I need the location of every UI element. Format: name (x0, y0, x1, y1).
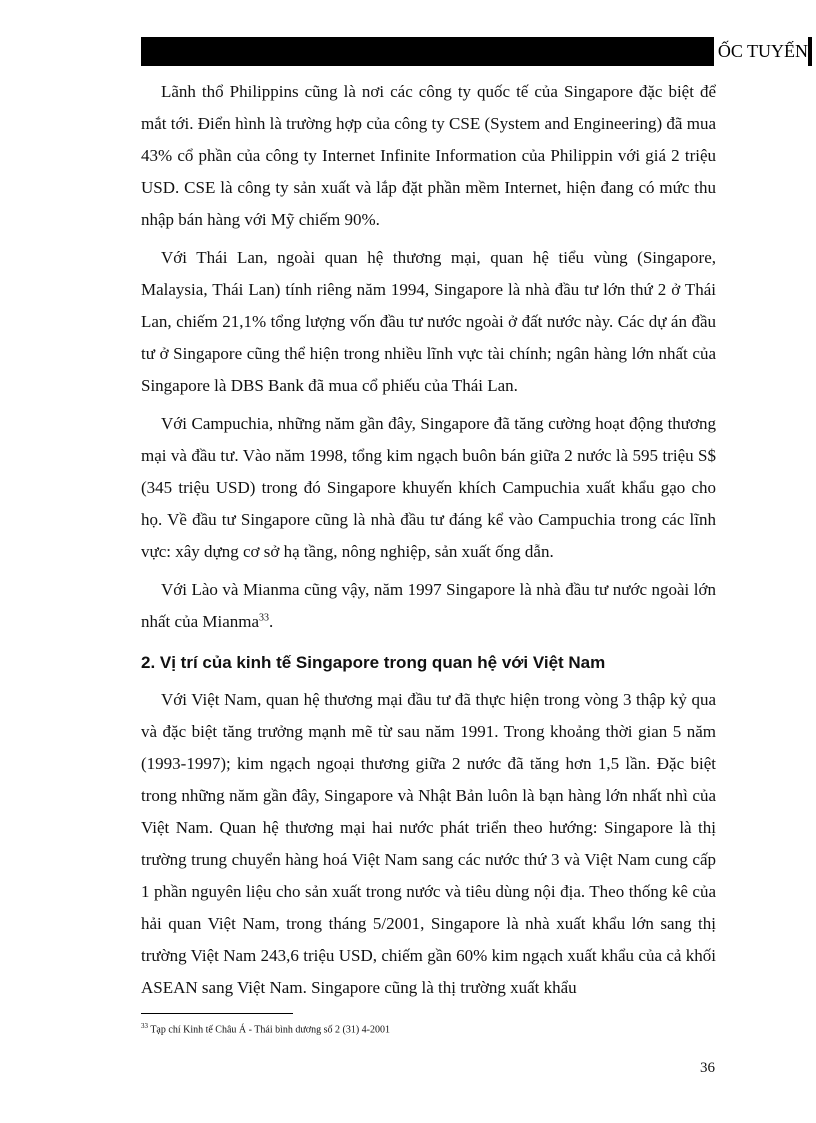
footnote-text: Tạp chí Kinh tế Châu Á - Thái bình dương số 2 (31) 4-2001 (150, 1024, 390, 1036)
paragraph-myanmar-text: Với Lào và Mianma cũng vậy, năm 1997 Singapore là nhà đầu tư nước ngoài lớn nhất của Mianma (141, 580, 716, 631)
footnote-divider (141, 1013, 293, 1014)
paragraph-myanmar-tail: . (269, 612, 274, 631)
footnote (141, 1019, 390, 1037)
page-body (141, 76, 716, 1010)
paragraph-myanmar (141, 574, 716, 638)
section-heading: 2. Vị trí của kinh tế Singapore trong quan hệ với Việt Nam (141, 653, 606, 672)
paragraph-cambodia: Với Campuchia, những năm gần đây, Singapore đã tăng cường hoạt động thương mại và đầu tư. Vào năm 1998, tổng kim ngạch buôn bán giữa 2 nước là 595 triệu S$ (345 triệu USD) trong đó Singapore khuyến khích Campuchia xuất khẩu gạo cho họ. Về đầu tư Singapore cũng là nhà đầu tư đáng kể vào Campuchia trong các lĩnh vực: xây dựng cơ sở hạ tầng, nông nghiệp, sản xuất ống dẫn. (141, 414, 716, 561)
footnote-ref[interactable]: 33 (259, 612, 270, 624)
paragraph-vietnam: Với Việt Nam, quan hệ thương mại đầu tư đã thực hiện trong vòng 3 thập kỷ qua và đặc biệt tăng trưởng mạnh mẽ từ sau năm 1991. Trong khoảng thời gian 5 năm (1993-1997); kim ngạch ngoại thương giữa 2 nước đã tăng hơn 1,5 lần. Đặc biệt trong những năm gần đây, Singapore và Nhật Bản luôn là bạn hàng lớn nhất nhì của Việt Nam. Quan hệ thương mại hai nước phát triển theo hướng: Singapore là thị trường trung chuyển hàng hoá Việt Nam sang các nước thứ 3 và Việt Nam cung cấp 1 phần nguyên liệu cho sản xuất trong nước và tiêu dùng nội địa. Theo thống kê của hải quan Việt Nam, trong tháng 5/2001, Singapore là nhà xuất khẩu lớn sang thị trường Việt Nam 243,6 triệu USD, chiếm gần 60% kim ngạch xuất khẩu của cả khối ASEAN sang Việt Nam. Singapore cũng là thị trường xuất khẩu (141, 690, 716, 997)
footnote-number: 33 (141, 1022, 148, 1030)
header-title: ỐC TUYẾN (714, 37, 808, 66)
paragraph-philippines: Lãnh thổ Philippins cũng là nơi các công ty quốc tế của Singapore đặc biệt để mắt tới. Điển hình là trường hợp của công ty CSE (System and Engineering) đã mua 43% cổ phần của công ty Internet Infinite Information của Philippin với giá 2 triệu USD. CSE là công ty sản xuất và lắp đặt phần mềm Internet, hiện đang có mức thu nhập bán hàng với Mỹ chiếm 90%. (141, 82, 716, 229)
header-bar (141, 37, 812, 66)
page-number: 36 (700, 1060, 715, 1076)
paragraph-thailand: Với Thái Lan, ngoài quan hệ thương mại, quan hệ tiểu vùng (Singapore, Malaysia, Thái Lan) tính riêng năm 1994, Singapore là nhà đầu tư lớn thứ 2 ở Thái Lan, chiếm 21,1% tổng lượng vốn đầu tư nước ngoài ở đất nước này. Các dự án đầu tư ở Singapore cũng thể hiện trong nhiều lĩnh vực tài chính; ngân hàng lớn nhất của Singapore là DBS Bank đã mua cổ phiếu của Thái Lan. (141, 248, 716, 395)
